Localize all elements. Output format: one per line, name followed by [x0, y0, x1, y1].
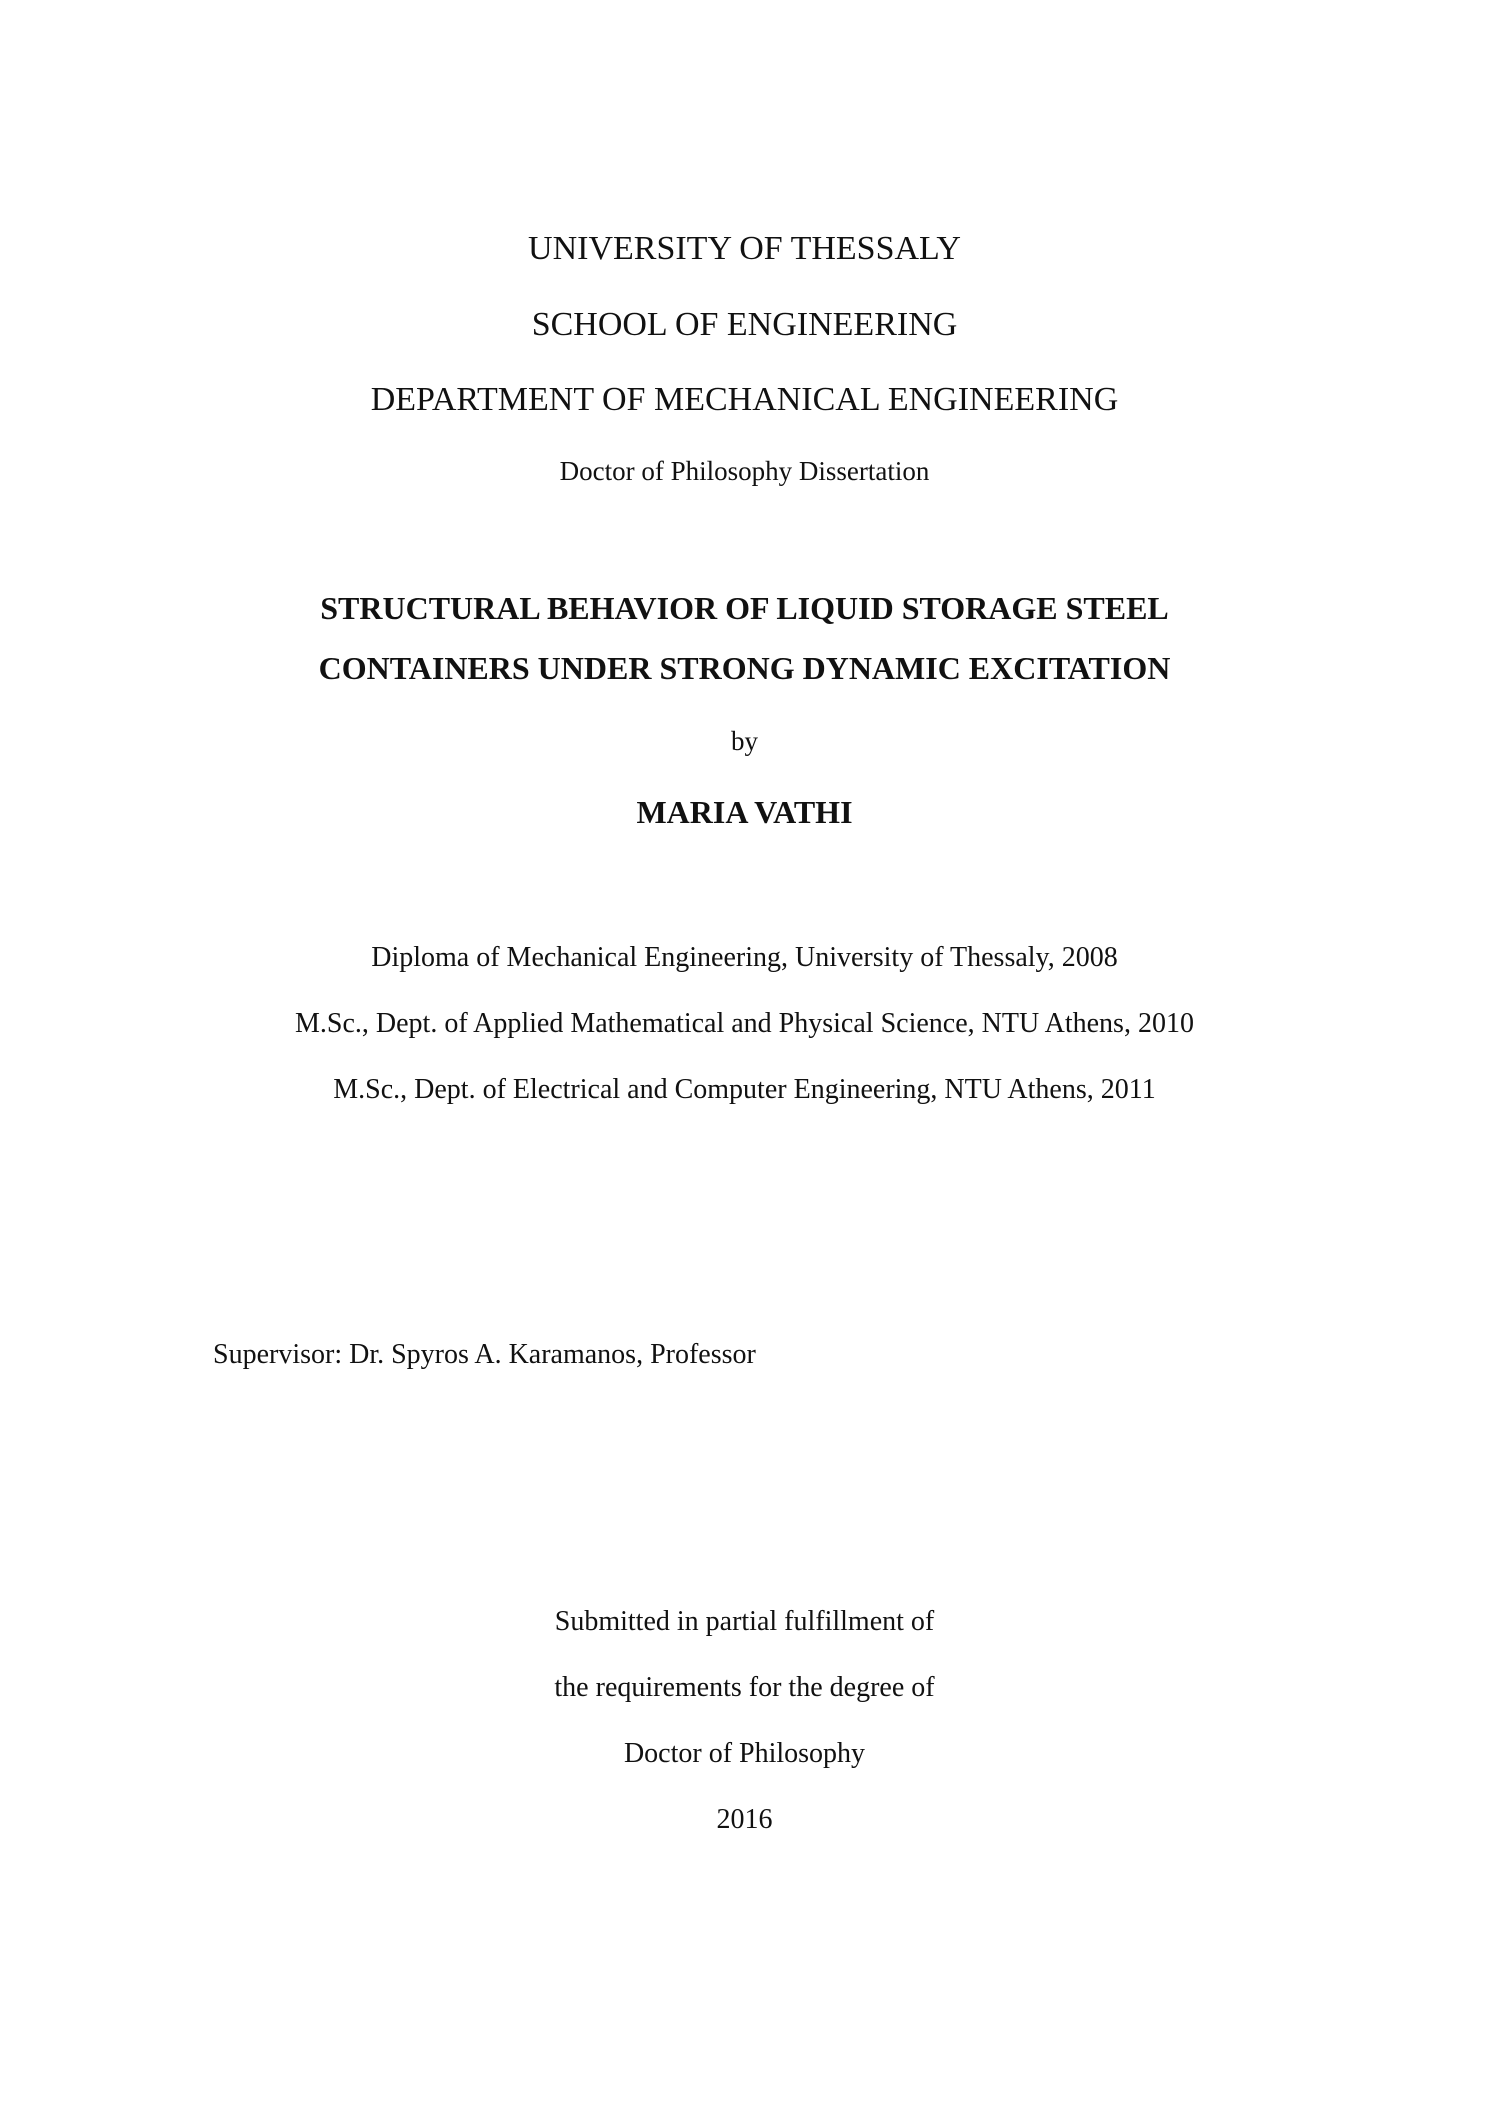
dissertation-title-line-2: CONTAINERS UNDER STRONG DYNAMIC EXCITATION [318, 650, 1171, 686]
submission-line-2: the requirements for the degree of [554, 1672, 935, 1703]
dissertation-title-line-1: STRUCTURAL BEHAVIOR OF LIQUID STORAGE STEEL [320, 590, 1169, 626]
degree-name: Doctor of Philosophy [623, 1738, 866, 1769]
author-name: MARIA VATHI [636, 794, 853, 830]
submission-line-1: Submitted in partial fulfillment of [554, 1606, 935, 1637]
supervisor: Supervisor: Dr. Spyros A. Karamanos, Professor [213, 1339, 756, 1370]
department-name: DEPARTMENT OF MECHANICAL ENGINEERING [370, 381, 1119, 418]
university-name: UNIVERSITY OF THESSALY [528, 230, 961, 267]
degree-msc-applied-math: M.Sc., Dept. of Applied Mathematical and Physical Science, NTU Athens, 2010 [295, 1008, 1194, 1039]
degree-diploma: Diploma of Mechanical Engineering, University of Thessaly, 2008 [371, 942, 1118, 973]
by-label: by [731, 726, 758, 756]
document-type: Doctor of Philosophy Dissertation [559, 456, 930, 486]
school-name: SCHOOL OF ENGINEERING [531, 306, 958, 343]
submission-year: 2016 [716, 1804, 773, 1835]
degree-msc-electrical: M.Sc., Dept. of Electrical and Computer Engineering, NTU Athens, 2011 [333, 1074, 1156, 1105]
